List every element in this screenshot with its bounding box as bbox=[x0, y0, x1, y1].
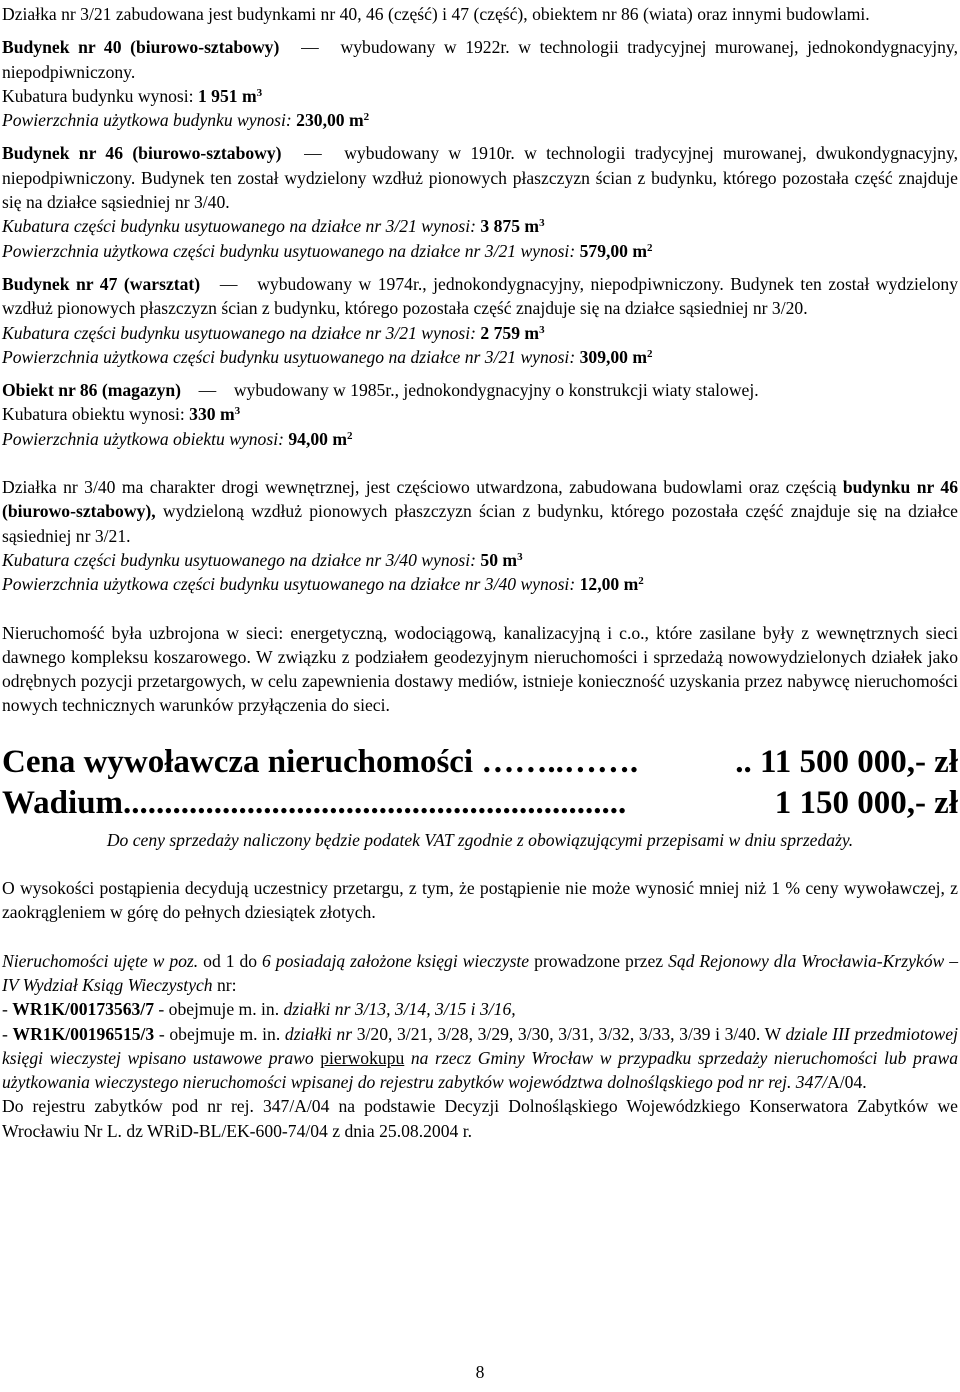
plot-340-area: Powierzchnia użytkowa części budynku usytuowanego na działce nr 3/40 wynosi: 12,00 $m^2$ bbox=[2, 574, 644, 595]
building-40-name: Budynek nr 40 (biurowo-sztabowy) bbox=[2, 37, 280, 58]
building-47-area: Powierzchnia użytkowa części budynku usytuowanego na działce nr 3/21 wynosi: 309,00 $m^2$ bbox=[2, 346, 653, 367]
object-86-volume: Kubatura obiektu wynosi: 330 $m^3$ bbox=[2, 404, 241, 425]
vat-note: Do ceny sprzedaży naliczony będzie podatek VAT zgodnie z obowiązującymi przepisami w dniu sprzedaży. bbox=[106, 829, 854, 850]
plot-340-paragraph: Działka nr 3/40 ma charakter drogi wewnętrznej, jest częściowo utwardzona, zabudowana budowlami oraz częścią budynku nr 46 (biurowo-sztabowy), wydzieloną wzdłuż pionowych płaszczyzn ścian z budynku, którego pozostała część znajduje się na działce sąsiedniej nr 3/21. bbox=[2, 477, 958, 546]
building-46-name: Budynek nr 46 (biurowo-sztabowy) bbox=[2, 143, 282, 164]
bid-increment-paragraph: O wysokości postąpienia decydują uczestnicy przetargu, z tym, że postąpienie nie może wynosić mniej niż 1 % ceny wywoławczej, z zaokrągleniem w górę do pełnych dziesiątek złotych. bbox=[2, 878, 958, 923]
building-40-area: Powierzchnia użytkowa budynku wynosi: 230,00 $m^2$ bbox=[2, 110, 370, 131]
building-47-desc: wybudowany w 1974r., jednokondygnacyjny, niepodpiwniczony. Budynek ten został wydzielony wzdłuż pionowych płaszczyzn ścian z budynku, którego pozostała część znajduje się na działce sąsiedniej nr 3/20. bbox=[2, 273, 958, 319]
object-86-area: Powierzchnia użytkowa obiektu wynosi: 94,00 $m^2$ bbox=[2, 428, 353, 449]
building-47-name: Budynek nr 47 (warsztat) bbox=[2, 273, 201, 294]
object-86-name: Obiekt nr 86 (magazyn) bbox=[2, 380, 182, 401]
plot-340-volume: Kubatura części budynku usytuowanego na działce nr 3/40 wynosi: 50 $m^3$ bbox=[2, 549, 523, 570]
starting-price-label: Cena wywoławcza nieruchomości ……..……. bbox=[2, 743, 639, 780]
building-46-desc: wybudowany w 1910r. w technologii tradycyjnej murowanej, dwukondygnacyjny, niepodpiwniczony. Budynek ten został wydzielony wzdłuż pionowych płaszczyzn ścian z budynku, którego pozostała część znajduje się na działce sąsiedniej nr 3/40. bbox=[2, 143, 959, 213]
building-40-paragraph: Budynek nr 40 (biurowo-sztabowy) — wybudowany w 1922r. w technologii tradycyjnej murowanej, jednokondygnacyjny, niepodpiwniczony. bbox=[2, 37, 958, 82]
monument-register-paragraph: Do rejestru zabytków pod nr rej. 347/A/04 na podstawie Decyzji Dolnośląskiego Wojewódzkiego Konserwatora Zabytków we Wrocławiu Nr L. dz WRiD-BL/EK-600-74/04 z dnia 25.08.2004 r. bbox=[2, 1096, 958, 1141]
building-40-volume: Kubatura budynku wynosi: 1 951 $m^3$ bbox=[2, 85, 263, 106]
land-register-item-2: - WR1K/00196515/3 - obejmuje m. in. działki nr 3/20, 3/21, 3/28, 3/29, 3/30, 3/31, 3/32, 3/33, 3/39 i 3/40. W dziale III przedmiotowej księgi wieczystej wpisano ustawowe prawo pierwokupu na rzecz Gminy Wrocław w przypadku sprzedaży nieruchomości lub prawa użytkowania wieczystego nieruchomości wpisanej do rejestru zabytków województwa dolnośląskiego pod nr rej. 347/A/04. bbox=[2, 1023, 958, 1093]
object-86-paragraph: Obiekt nr 86 (magazyn) — wybudowany w 1985r., jednokondygnacyjny o konstrukcji wiaty stalowej. bbox=[2, 380, 759, 401]
building-46-area: Powierzchnia użytkowa części budynku usytuowanego na działce nr 3/21 wynosi: 579,00 $m^2$ bbox=[2, 240, 653, 261]
deposit bbox=[2, 783, 958, 824]
starting-price bbox=[2, 742, 958, 783]
land-register-item-1: - WR1K/00173563/7 - obejmuje m. in. działki nr 3/13, 3/14, 3/15 i 3/16, bbox=[2, 999, 516, 1020]
building-47-paragraph: Budynek nr 47 (warsztat) — wybudowany w 1974r., jednokondygnacyjny, niepodpiwniczony. Budynek ten został wydzielony wzdłuż pionowych płaszczyzn ścian z budynku, którego pozostała część znajduje się na działce sąsiedniej nr 3/20. bbox=[2, 273, 958, 319]
object-86-desc: wybudowany w 1985r., jednokondygnacyjny o konstrukcji wiaty stalowej. bbox=[233, 380, 759, 401]
deposit-label: Wadium............................................................. bbox=[2, 784, 627, 821]
page-number: 8 bbox=[475, 1362, 485, 1382]
utilities-paragraph: Nieruchomość była uzbrojona w sieci: energetyczną, wodociągową, kanalizacyjną i c.o., które zasilane były z wewnętrznych sieci dawnego kompleksu koszarowego. W związku z podziałem geodezyjnym nieruchomości i sprzedażą nowowydzielonych działek jako odrębnych pozycji przetargowych, w celu zapewnienia dostawy mediów, istnieje konieczność uzyskania przez nabywcę nieruchomości nowych technicznych warunków przyłączenia do sieci. bbox=[2, 622, 958, 716]
building-40-desc: wybudowany w 1922r. w technologii tradycyjnej murowanej, jednokondygnacyjny, niepodpiwniczony. bbox=[2, 37, 958, 82]
building-46-paragraph: Budynek nr 46 (biurowo-sztabowy) — wybudowany w 1910r. w technologii tradycyjnej murowanej, dwukondygnacyjny, niepodpiwniczony. Budynek ten został wydzielony wzdłuż pionowych płaszczyzn ścian z budynku, którego pozostała część znajduje się na działce sąsiedniej nr 3/40. bbox=[2, 143, 959, 213]
starting-price-value: .. 11 500 000,- zł bbox=[735, 743, 958, 780]
land-register-paragraph: Nieruchomości ujęte w poz. od 1 do 6 posiadają założone księgi wieczyste prowadzone przez Sąd Rejonowy dla Wrocławia-Krzyków – IV Wydział Ksiąg Wieczystych nr: bbox=[2, 950, 958, 995]
deposit-value: 1 150 000,- zł bbox=[774, 784, 958, 821]
building-46-volume: Kubatura części budynku usytuowanego na działce nr 3/21 wynosi: 3 875 $m^3$ bbox=[2, 216, 545, 237]
building-47-volume: Kubatura części budynku usytuowanego na działce nr 3/21 wynosi: 2 759 $m^3$ bbox=[2, 322, 545, 343]
intro-paragraph: Działka nr 3/21 zabudowana jest budynkami nr 40, 46 (część) i 47 (część), obiektem nr 86 (wiata) oraz innymi budowlami. bbox=[2, 4, 870, 24]
